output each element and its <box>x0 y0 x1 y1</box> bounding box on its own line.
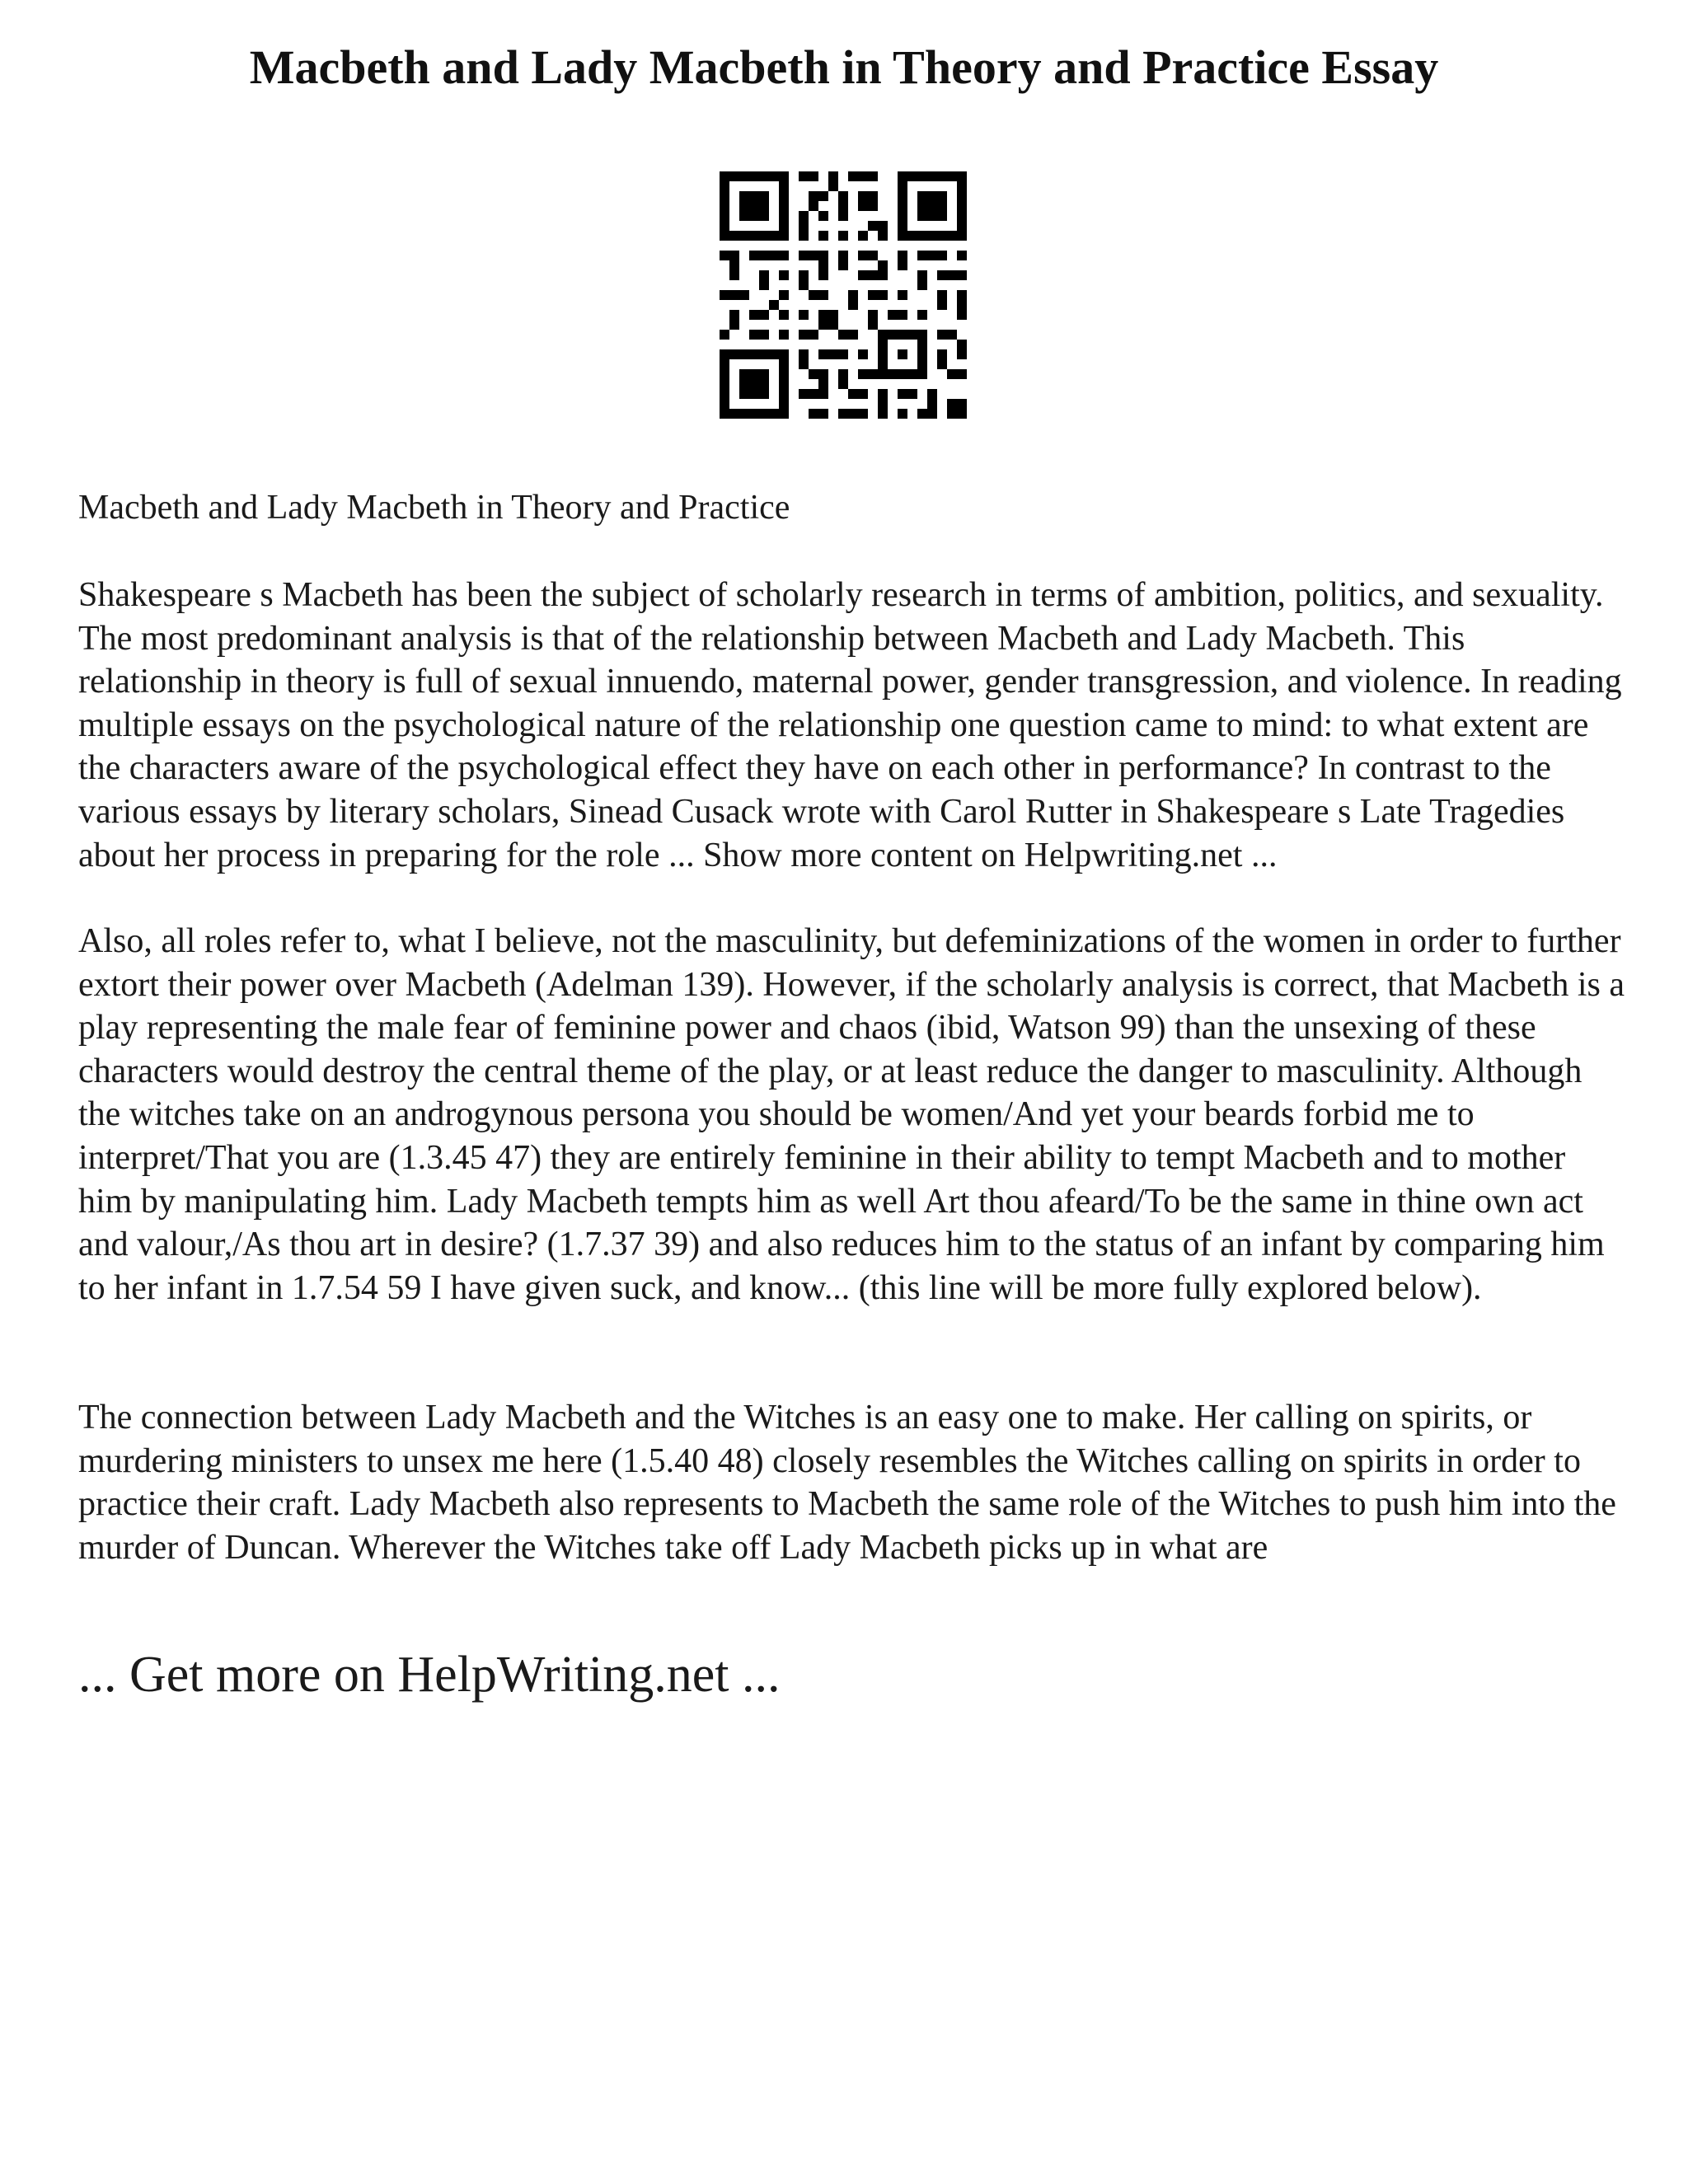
qr-code-graphic <box>720 171 967 419</box>
essay-paragraph-3: The connection between Lady Macbeth and the Witches is an easy one to make. Her calling on spirits, or murdering ministers to unsex me here (1.5.40 48) closely resembles the Witches calling on spirits in order to practice their craft. Lady Macbeth also represents to Macbeth the same role of the Witches to push him into the murder of Duncan. Wherever the Witches take off Lady Macbeth picks up in what are <box>78 1399 1616 1567</box>
essay-paragraph-1: Shakespeare s Macbeth has been the subject of scholarly research in terms of ambition, politics, and sexuality. The most predominant analysis is that of the relationship between Macbeth and Lady Macbeth. This relationship in theory is full of sexual innuendo, maternal power, gender transgression, and violence. In reading multiple essays on the psychological nature of the relationship one question came to mind: to what extent are the characters aware of the psychological effect they have on each other in performance? In contrast to the various essays by literary scholars, Sinead Cusack wrote with Carol Rutter in Shakespeare s Late Tragedies about her process in preparing for the role ... Show more content on Helpwriting.net ... <box>78 576 1622 874</box>
essay-subtitle: Macbeth and Lady Macbeth in Theory and Practice <box>78 489 790 527</box>
essay-paragraph-2: Also, all roles refer to, what I believe, not the masculinity, but defeminizations of the women in order to further extort their power over Macbeth (Adelman 139). However, if the scholarly analysis is correct, that Macbeth is a play representing the male fear of feminine power and chaos (ibid, Watson 99) than the unsexing of these characters would destroy the central theme of the play, or at least reduce the danger to masculinity. Although the witches take on an androgynous persona you should be women/And yet your beards forbid me to interpret/That you are (1.3.45 47) they are entirely feminine in their ability to tempt Macbeth and to mother him by manipulating him. Lady Macbeth tempts him as well Art thou afeard/To be the same in thine own act and valour,/As thou art in desire? (1.7.37 39) and also reduces him to the status of an infant by comparing him to her infant in 1.7.54 59 I have given suck, and know... (this line will be more fully explored below). <box>78 922 1625 1307</box>
qr-code-icon <box>720 171 967 419</box>
get-more-link[interactable]: ... Get more on HelpWriting.net ... <box>78 1647 781 1703</box>
page-title: Macbeth and Lady Macbeth in Theory and Practice Essay <box>249 40 1439 94</box>
